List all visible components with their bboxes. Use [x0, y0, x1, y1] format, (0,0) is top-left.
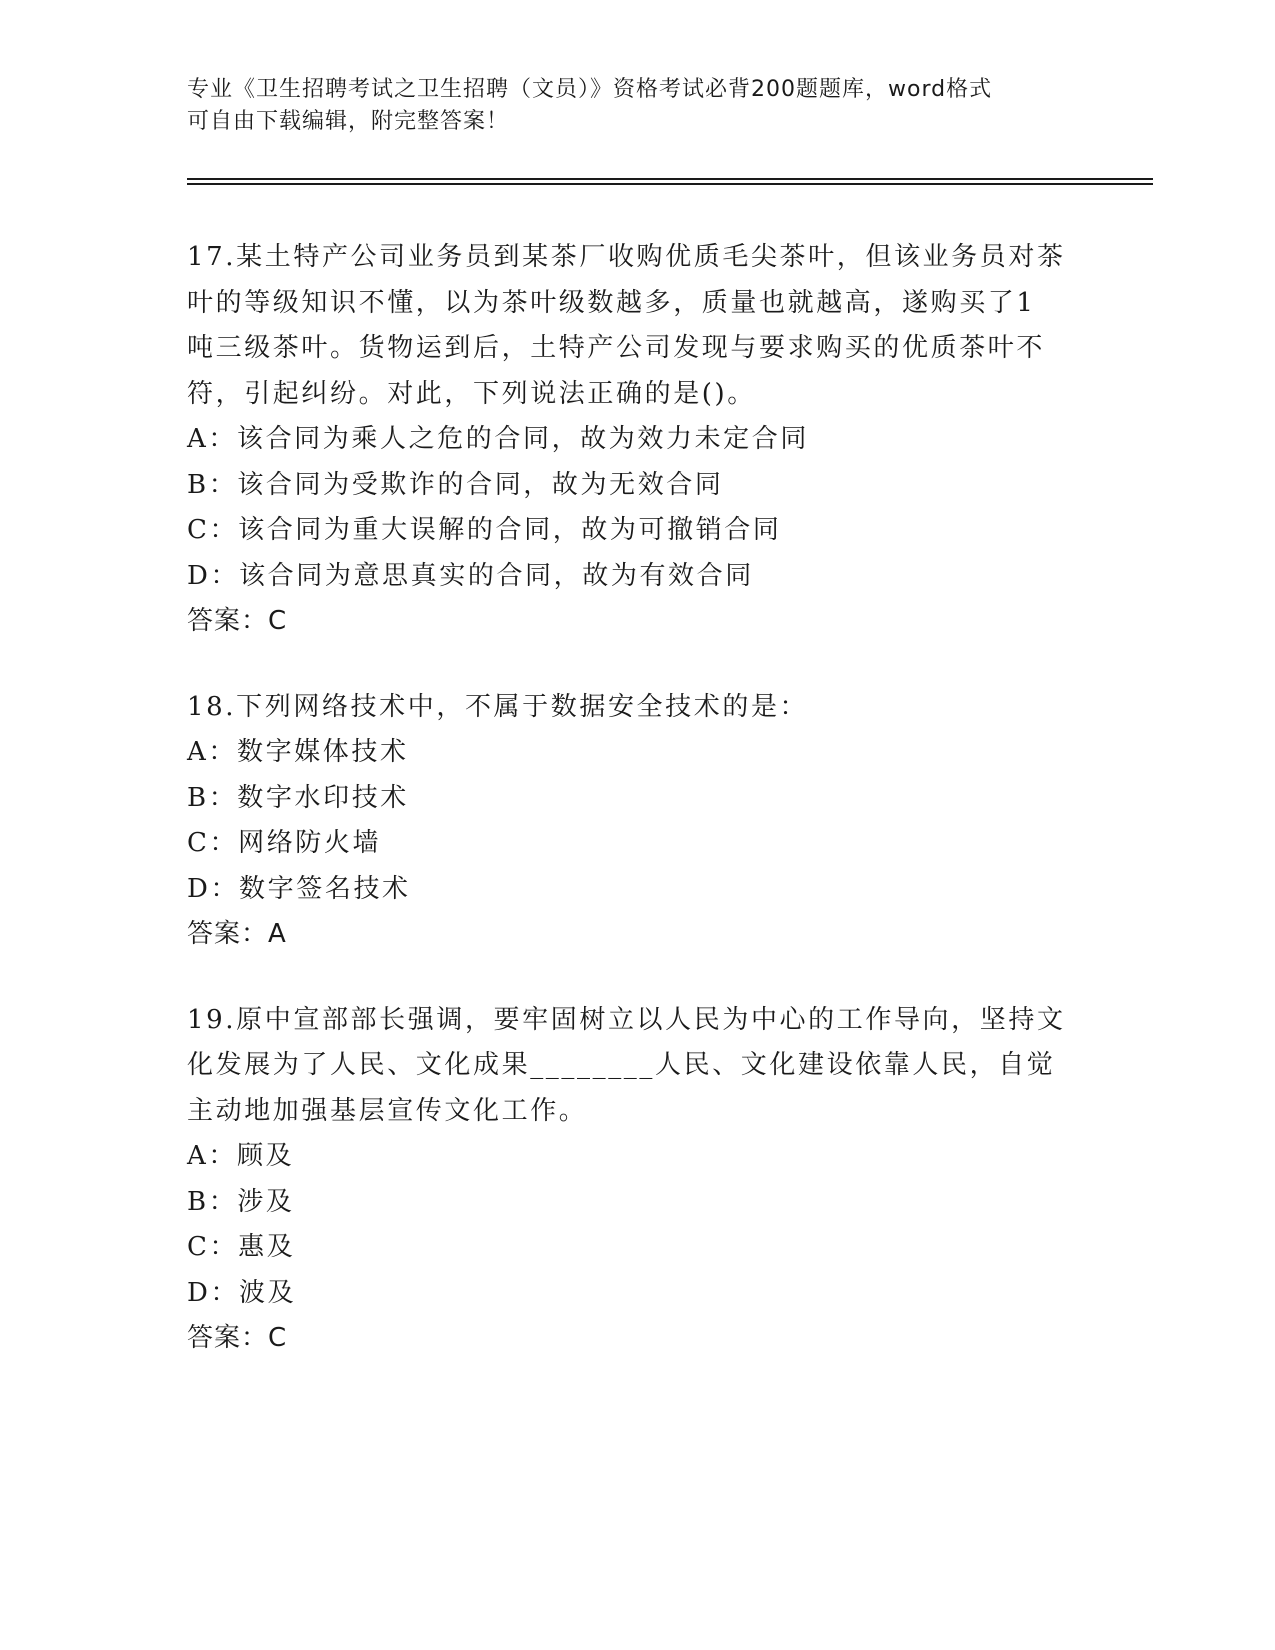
question-19 [187, 998, 1087, 1362]
question-stem-line: 19.原中宣部部长强调，要牢固树立以人民为中心的工作导向，坚持文 [187, 1004, 1066, 1035]
question-stem-line: 主动地加强基层宣传文化工作。 [187, 1095, 588, 1126]
header-line-2: 可自由下载编辑，附完整答案！ [187, 109, 510, 134]
option-a: A：数字媒体技术 [187, 737, 409, 767]
option-c: C：网络防火墙 [187, 828, 382, 858]
question-stem-line: 化发展为了人民、文化成果________人民、文化建设依靠人民，自觉 [187, 1050, 1056, 1080]
option-a: A：顾及 [187, 1141, 295, 1171]
header-divider-top [187, 178, 1153, 180]
option-c: C：惠及 [187, 1232, 296, 1262]
header-divider-bottom [187, 183, 1153, 185]
question-17 [187, 235, 1087, 645]
answer-line: 答案：A [187, 919, 287, 949]
question-stem-line: 符，引起纠纷。对此，下列说法正确的是()。 [187, 378, 756, 409]
question-18 [187, 685, 1087, 958]
question-stem-line: 18.下列网络技术中，不属于数据安全技术的是： [187, 691, 809, 722]
question-list [187, 235, 1087, 1402]
header-line-1: 专业《卫生招聘考试之卫生招聘（文员）》资格考试必背200题题库，word格式 [187, 77, 993, 102]
question-stem-line: 17.某土特产公司业务员到某茶厂收购优质毛尖茶叶，但该业务员对茶 [187, 242, 1066, 272]
option-c: C：该合同为重大误解的合同，故为可撤销合同 [187, 515, 782, 545]
option-a: A：该合同为乘人之危的合同，故为效力未定合同 [187, 424, 809, 454]
option-d: D：该合同为意思真实的合同，故为有效合同 [187, 560, 754, 591]
question-stem-line: 叶的等级知识不懂，以为茶叶级数越多，质量也就越高，遂购买了1 [187, 287, 1036, 318]
answer-line: 答案：C [187, 1323, 288, 1353]
option-b: B：数字水印技术 [187, 782, 409, 813]
option-d: D：波及 [187, 1277, 297, 1308]
answer-line: 答案：C [187, 606, 288, 636]
question-stem-line: 吨三级茶叶。货物运到后，土特产公司发现与要求购买的优质茶叶不 [187, 333, 1046, 363]
option-d: D：数字签名技术 [187, 873, 411, 904]
option-b: B：涉及 [187, 1186, 295, 1217]
document-header [187, 74, 1067, 138]
option-b: B：该合同为受欺诈的合同，故为无效合同 [187, 469, 724, 500]
